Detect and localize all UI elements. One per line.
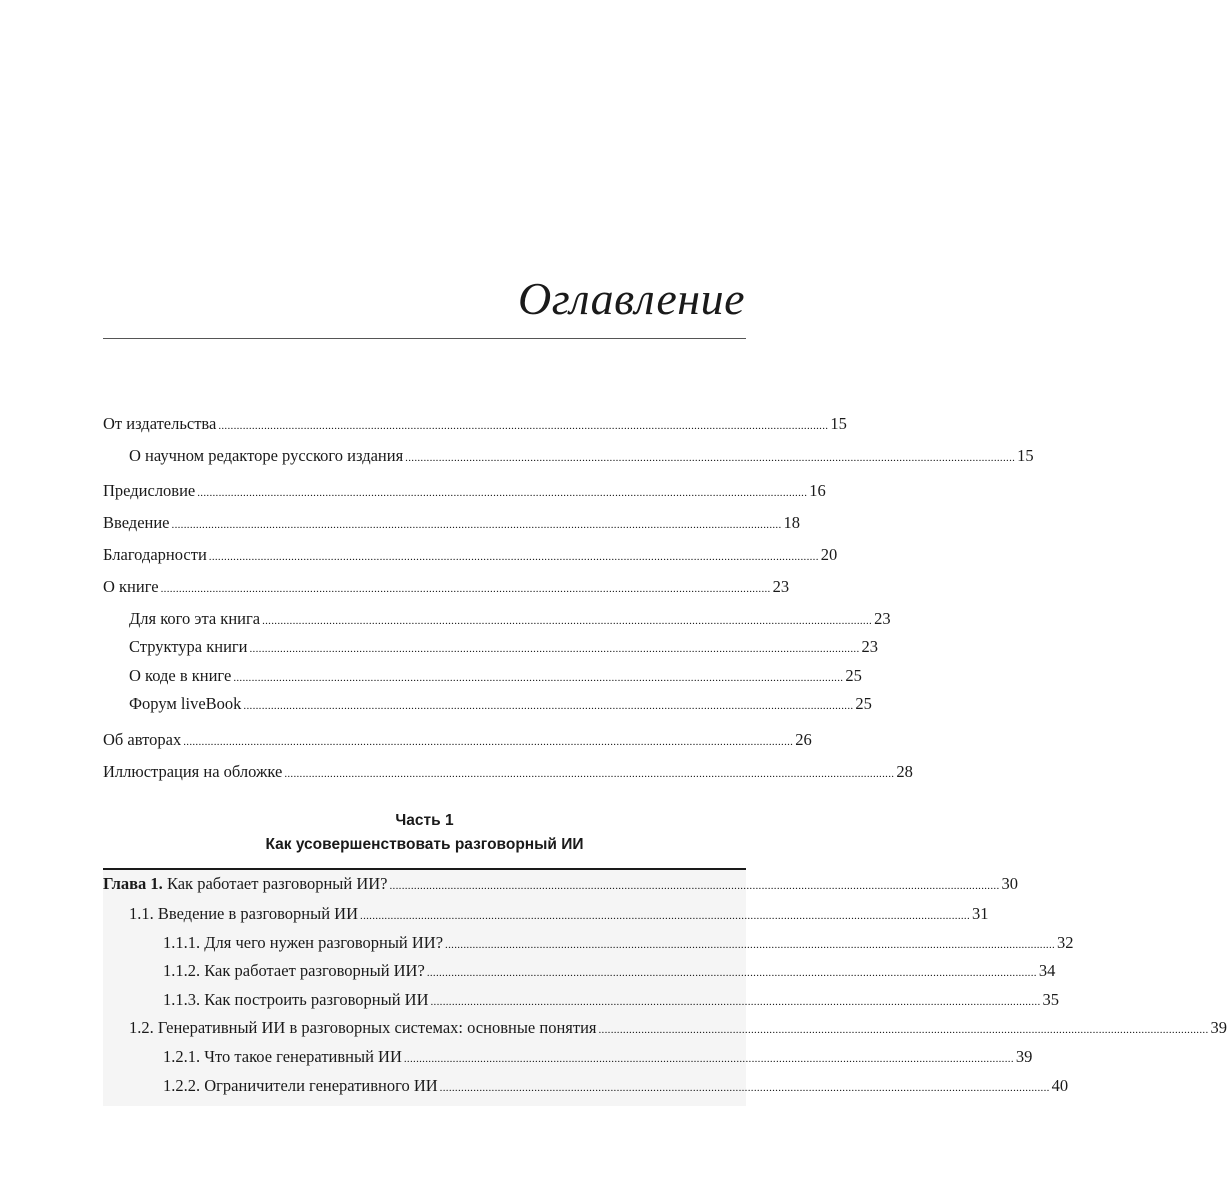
dot-leader: ........................................................................................................................................................................................................ [439,1082,1050,1094]
toc-entry[interactable] [103,414,847,434]
dot-leader: ........................................................................................................................................................................................................ [249,643,860,655]
toc-entry-label: О коде в книге [129,666,232,685]
chapter-top-rule [103,868,746,870]
dot-leader: ........................................................................................................................................................................................................ [360,910,971,922]
toc-entry-label: 1.2.2. Ограничители генеративного ИИ [163,1076,438,1095]
toc-entry-page: 31 [972,904,989,923]
toc-entry-label: От издательства [103,414,217,433]
toc-entry-label: Введение [103,513,170,532]
toc-entry[interactable] [103,637,878,657]
toc-entry[interactable] [103,545,838,565]
toc-entry-label: 1.1.2. Как работает разговорный ИИ? [163,961,425,980]
toc-entry[interactable] [103,694,872,714]
dot-leader: ........................................................................................................................................................................................................ [160,583,771,595]
toc-entry-label: Для кого эта книга [129,609,261,628]
toc-entry-label: 1.1. Введение в разговорный ИИ [129,904,359,923]
toc-entry-page: 25 [845,666,862,685]
dot-leader: ........................................................................................................................................................................................................ [405,452,1016,464]
dot-leader: ........................................................................................................................................................................................................ [243,700,854,712]
dot-leader: ........................................................................................................................................................................................................ [208,551,819,563]
toc-entry[interactable] [103,933,1074,953]
dot-leader: ........................................................................................................................................................................................................ [197,487,808,499]
chapter-prefix: Глава 1. [103,874,163,893]
dot-leader: ........................................................................................................................................................................................................ [183,736,794,748]
dot-leader: ........................................................................................................................................................................................................ [445,939,1056,951]
toc-entry-label: О книге [103,577,159,596]
toc-entry-page: 18 [783,513,801,532]
toc-entry-label: 1.1.3. Как построить разговорный ИИ [163,990,429,1009]
toc-entry-page: 16 [809,481,826,500]
page-title: Оглавление [517,273,745,324]
toc-entry-page: 23 [874,609,891,628]
toc-entry-label: Иллюстрация на обложке [103,762,283,781]
toc-entry-page: 15 [830,414,847,433]
toc-entry-label: Об авторах [103,730,182,749]
toc-entry-page: 40 [1051,1076,1069,1095]
dot-leader: ........................................................................................................................................................................................................ [262,615,873,627]
toc-entry-label [103,874,388,894]
dot-leader: ........................................................................................................................................................................................................ [284,768,895,780]
toc-entry-label: Предисловие [103,481,196,500]
toc-entry-page: 28 [896,762,913,781]
toc-entry-label: Структура книги [129,637,248,656]
toc-entry[interactable] [103,762,913,782]
dot-leader: ........................................................................................................................................................................................................ [430,996,1041,1008]
toc-entry[interactable] [103,666,862,686]
toc-entry-page: 20 [820,545,838,564]
toc-entry[interactable] [103,1076,1069,1096]
toc-entry[interactable] [103,990,1059,1010]
toc-chapter-entry[interactable] [103,874,1018,894]
dot-leader: ........................................................................................................................................................................................................ [403,1053,1014,1065]
toc-entry-label: О научном редакторе русского издания [129,446,404,465]
dot-leader: ........................................................................................................................................................................................................ [598,1024,1209,1036]
part-number: Часть 1 [395,812,454,829]
toc-entry-label: 1.2. Генеративный ИИ в разговорных системах: основные понятия [129,1018,597,1037]
toc-entry-label: Форум liveBook [129,694,242,713]
toc-entry-page: 30 [1001,874,1018,893]
toc-entry-page: 15 [1017,446,1034,465]
toc-entry[interactable] [103,961,1056,981]
dot-leader: ........................................................................................................................................................................................................ [218,420,829,432]
toc-entry[interactable] [103,609,891,629]
toc-entry[interactable] [103,730,812,750]
toc-entry-page: 39 [1210,1018,1227,1037]
toc-entry-label: 1.1.1. Для чего нужен разговорный ИИ? [163,933,444,952]
toc-entry-page: 26 [795,730,812,749]
toc-entry-page: 39 [1015,1047,1033,1066]
toc-entry[interactable] [103,904,989,924]
dot-leader: ........................................................................................................................................................................................................ [171,519,782,531]
toc-entry[interactable] [103,1018,1227,1038]
toc-entry-label: Благодарности [103,545,207,564]
toc-entry-page: 25 [855,694,872,713]
toc-entry[interactable] [103,1047,1033,1067]
toc-entry[interactable] [103,577,790,597]
chapter-title: Как работает разговорный ИИ? [162,874,388,893]
toc-entry[interactable] [103,513,801,533]
toc-entry-page: 32 [1057,933,1074,952]
dot-leader: ........................................................................................................................................................................................................ [233,672,844,684]
toc-entry-page: 35 [1042,990,1059,1009]
title-divider [103,338,746,339]
dot-leader: ........................................................................................................................................................................................................ [426,967,1037,979]
part-title: Как усовершенствовать разговорный ИИ [265,836,584,853]
dot-leader: ........................................................................................................................................................................................................ [389,880,1000,892]
toc-entry-label: 1.2.1. Что такое генеративный ИИ [163,1047,402,1066]
toc-entry[interactable] [103,446,1034,466]
toc-entry-page: 34 [1038,961,1056,980]
toc-entry-page: 23 [861,637,878,656]
toc-entry[interactable] [103,481,826,501]
toc-entry-page: 23 [772,577,790,596]
